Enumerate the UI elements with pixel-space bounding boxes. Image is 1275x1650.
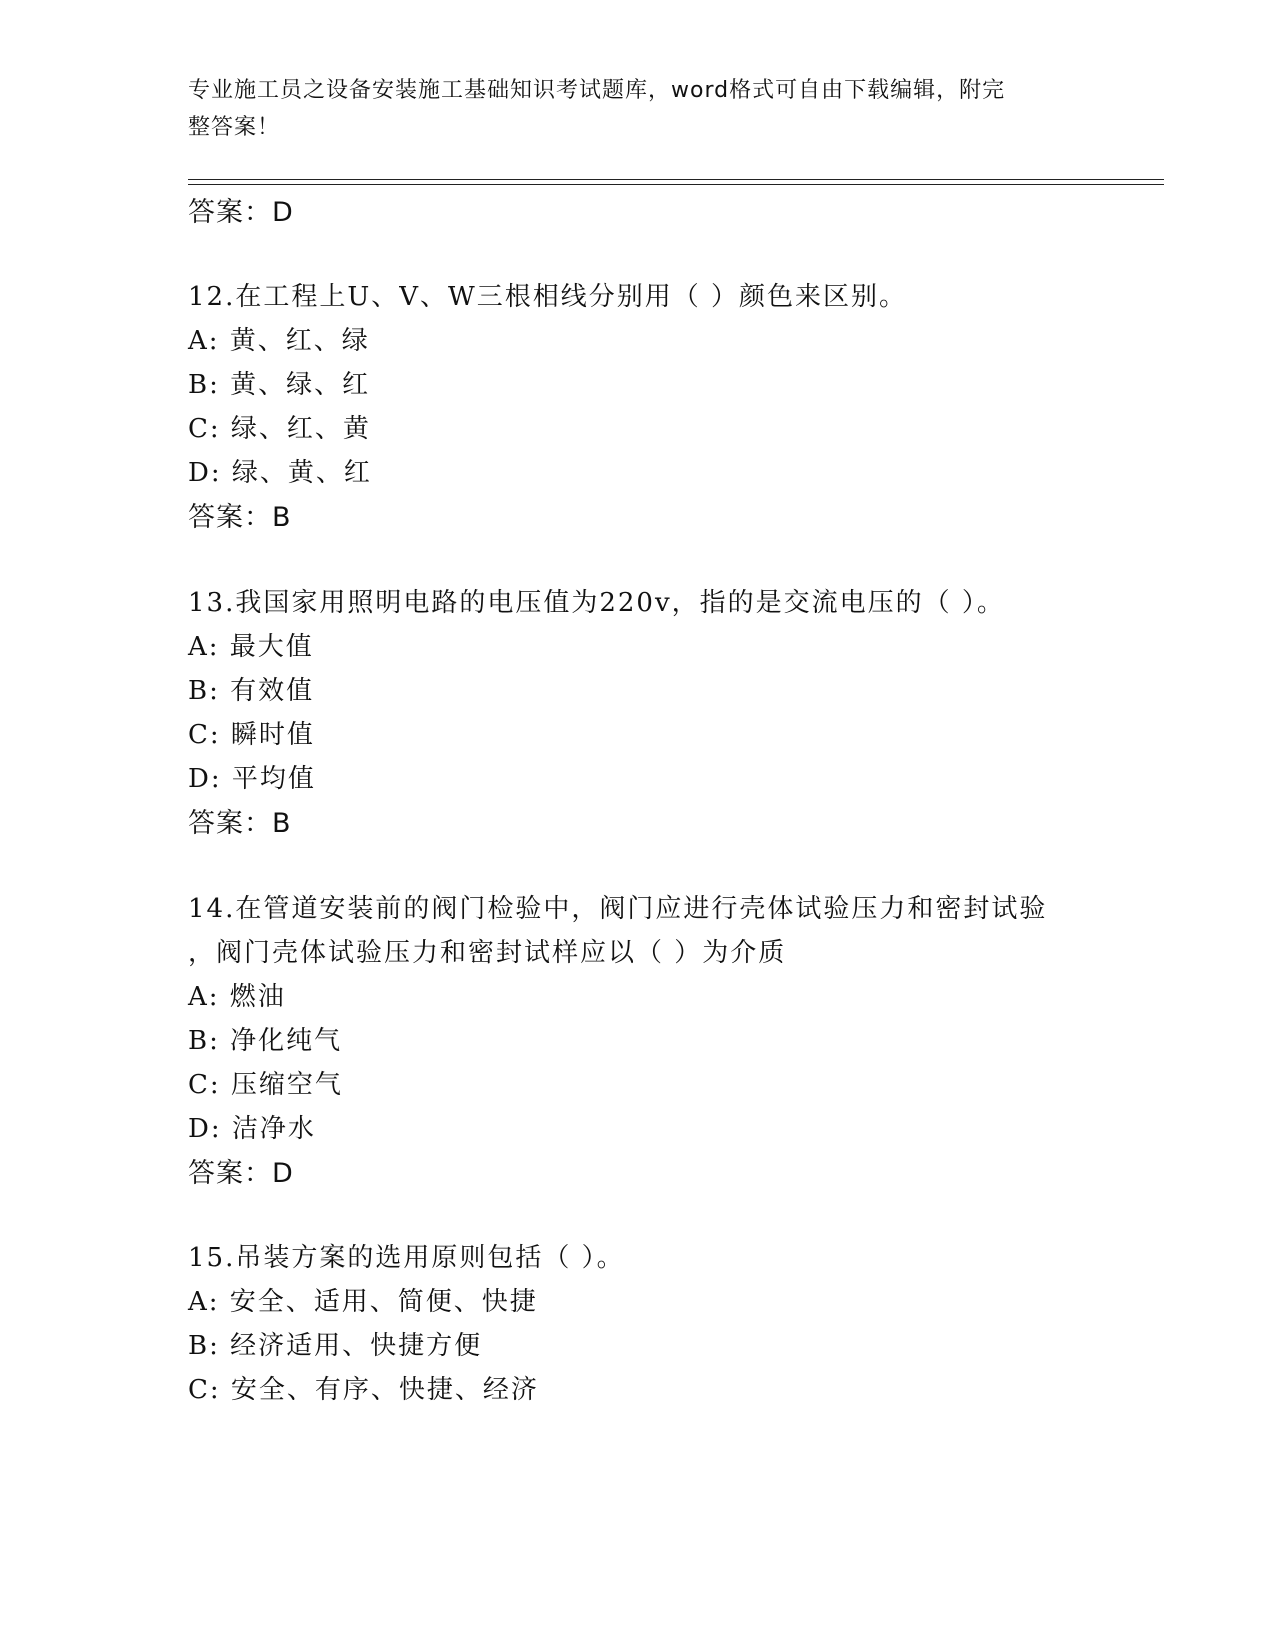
question-12-option-a: A: 黄、红、绿 <box>188 326 370 356</box>
question-13-option-c: C: 瞬时值 <box>188 720 315 750</box>
question-14-option-a: A: 燃油 <box>188 982 286 1012</box>
question-15-option-b: B: 经济适用、快捷方便 <box>188 1331 483 1361</box>
header-line-2: 整答案！ <box>188 115 281 140</box>
question-14-answer: 答案：D <box>188 1158 294 1189</box>
question-12-option-b: B: 黄、绿、红 <box>188 370 371 400</box>
question-14-stem: 14.在管道安装前的阀门检验中，阀门应进行壳体试验压力和密封试验 <box>188 894 1048 924</box>
previous-answer: 答案：D <box>188 197 294 228</box>
question-12-option-c: C: 绿、红、黄 <box>188 414 371 444</box>
question-15-option-a: A: 安全、适用、简便、快捷 <box>188 1287 538 1317</box>
question-13-option-b: B: 有效值 <box>188 676 315 706</box>
question-14-option-d: D: 洁净水 <box>188 1114 316 1144</box>
question-12-stem: 12.在工程上U、V、W三根相线分别用（ ）颜色来区别。 <box>188 282 908 312</box>
question-14-stem-continued: ，阀门壳体试验压力和密封试样应以（ ）为介质 <box>188 938 787 968</box>
header-divider-top <box>188 179 1164 180</box>
question-15-option-c: C: 安全、有序、快捷、经济 <box>188 1375 539 1405</box>
header-line-1: 专业施工员之设备安装施工基础知识考试题库，word格式可自由下载编辑，附完 <box>188 78 1006 103</box>
question-14-option-b: B: 净化纯气 <box>188 1026 343 1056</box>
question-12-answer: 答案：B <box>188 502 292 533</box>
document-header <box>188 72 1068 146</box>
header-divider-bottom <box>188 184 1164 185</box>
question-13-option-a: A: 最大值 <box>188 632 314 662</box>
question-12-option-d: D: 绿、黄、红 <box>188 458 372 488</box>
question-13-option-d: D: 平均值 <box>188 764 316 794</box>
question-14-option-c: C: 压缩空气 <box>188 1070 343 1100</box>
question-13-stem: 13.我国家用照明电路的电压值为220v，指的是交流电压的（ ）。 <box>188 588 1005 618</box>
question-13-answer: 答案：B <box>188 808 292 839</box>
question-15-stem: 15.吊装方案的选用原则包括（ ）。 <box>188 1243 625 1273</box>
